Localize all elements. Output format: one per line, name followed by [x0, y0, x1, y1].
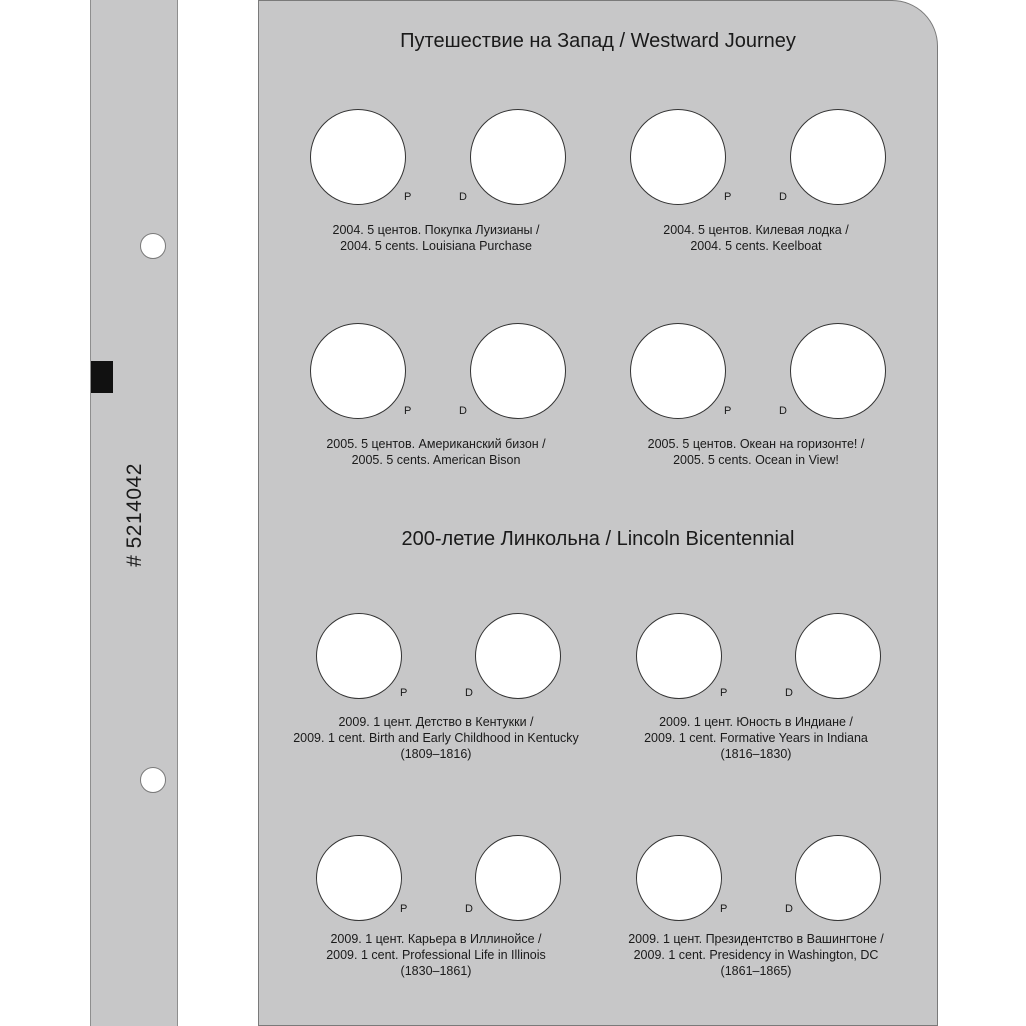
coin-slot-d[interactable]: [470, 323, 566, 419]
caption-line-en: 2004. 5 cents. Keelboat: [690, 239, 822, 253]
section-title-westward-journey: Путешествие на Запад / Westward Journey: [400, 30, 796, 52]
coin-set-professional-illinois: [286, 835, 586, 1025]
caption-line-en: 2009. 1 cent. Birth and Early Childhood in Kentucky: [293, 731, 579, 745]
mint-mark-p: P: [720, 687, 728, 699]
coin-caption: [286, 222, 586, 254]
coin-slot-d[interactable]: [795, 613, 881, 699]
coin-slot-p[interactable]: [636, 835, 722, 921]
mint-mark-p: P: [400, 903, 408, 915]
mint-mark-p: P: [404, 405, 412, 417]
caption-line-years: (1861–1865): [720, 964, 792, 978]
coin-slot-p[interactable]: [636, 613, 722, 699]
coin-caption: [286, 436, 586, 468]
coin-slot-p[interactable]: [310, 109, 406, 205]
coin-slot-p[interactable]: [316, 613, 402, 699]
coin-slot-d[interactable]: [475, 613, 561, 699]
coin-slot-p[interactable]: [630, 323, 726, 419]
coin-set-ocean-in-view: [606, 323, 906, 513]
mint-mark-p: P: [720, 903, 728, 915]
coin-slot-d[interactable]: [795, 835, 881, 921]
mint-mark-p: P: [724, 405, 732, 417]
caption-line-ru: 2004. 5 центов. Килевая лодка /: [663, 223, 849, 237]
coin-album-page: [258, 0, 938, 1026]
caption-line-ru: 2009. 1 цент. Президентство в Вашингтоне /: [628, 932, 884, 946]
coin-set-presidency-washington: [606, 835, 906, 1025]
coin-slot-d[interactable]: [790, 109, 886, 205]
caption-line-en: 2009. 1 cent. Formative Years in Indiana: [644, 731, 868, 745]
coin-slot-p[interactable]: [630, 109, 726, 205]
caption-line-ru: 2005. 5 центов. Океан на горизонте! /: [647, 437, 865, 451]
mint-mark-p: P: [400, 687, 408, 699]
caption-line-years: (1809–1816): [400, 747, 472, 761]
coin-slot-d[interactable]: [790, 323, 886, 419]
caption-line-ru: 2005. 5 центов. Американский бизон /: [326, 437, 546, 451]
caption-line-ru: 2004. 5 центов. Покупка Луизианы /: [332, 223, 540, 237]
mint-mark-d: D: [779, 405, 787, 417]
caption-line-ru: 2009. 1 цент. Юность в Индиане /: [659, 715, 853, 729]
caption-line-en: 2009. 1 cent. Presidency in Washington, DC: [633, 948, 879, 962]
caption-line-en: 2009. 1 cent. Professional Life in Illinois: [326, 948, 546, 962]
mint-mark-d: D: [465, 903, 473, 915]
mint-mark-d: D: [459, 405, 467, 417]
coin-caption: [606, 714, 906, 762]
coin-set-formative-indiana: [606, 613, 906, 803]
caption-line-en: 2005. 5 cents. Ocean in View!: [673, 453, 839, 467]
coin-slot-d[interactable]: [475, 835, 561, 921]
coin-slot-p[interactable]: [316, 835, 402, 921]
caption-line-ru: 2009. 1 цент. Карьера в Иллинойсе /: [330, 932, 542, 946]
caption-line-en: 2004. 5 cents. Louisiana Purchase: [340, 239, 532, 253]
caption-line-en: 2005. 5 cents. American Bison: [351, 453, 521, 467]
caption-line-years: (1830–1861): [400, 964, 472, 978]
coin-caption: [286, 931, 586, 979]
coin-slot-d[interactable]: [470, 109, 566, 205]
coin-set-american-bison: [286, 323, 586, 513]
binder-strip: [90, 0, 178, 1026]
caption-line-years: (1816–1830): [720, 747, 792, 761]
mint-mark-p: P: [404, 191, 412, 203]
mint-mark-d: D: [785, 903, 793, 915]
product-code: # 5214042: [123, 463, 146, 567]
coin-caption: [606, 436, 906, 468]
coin-caption: [286, 714, 586, 762]
mint-mark-d: D: [779, 191, 787, 203]
index-tab-marker: [91, 361, 113, 393]
mint-mark-d: D: [785, 687, 793, 699]
mint-mark-d: D: [459, 191, 467, 203]
coin-set-louisiana-purchase: [286, 109, 586, 299]
section-title-lincoln-bicentennial: 200-летие Линкольна / Lincoln Bicentennial: [401, 528, 795, 550]
mint-mark-d: D: [465, 687, 473, 699]
binder-hole-top: [140, 233, 166, 259]
coin-caption: [606, 931, 906, 979]
mint-mark-p: P: [724, 191, 732, 203]
binder-hole-bottom: [140, 767, 166, 793]
caption-line-ru: 2009. 1 цент. Детство в Кентукки /: [338, 715, 534, 729]
coin-caption: [606, 222, 906, 254]
coin-set-birth-kentucky: [286, 613, 586, 803]
coin-slot-p[interactable]: [310, 323, 406, 419]
coin-set-keelboat: [606, 109, 906, 299]
